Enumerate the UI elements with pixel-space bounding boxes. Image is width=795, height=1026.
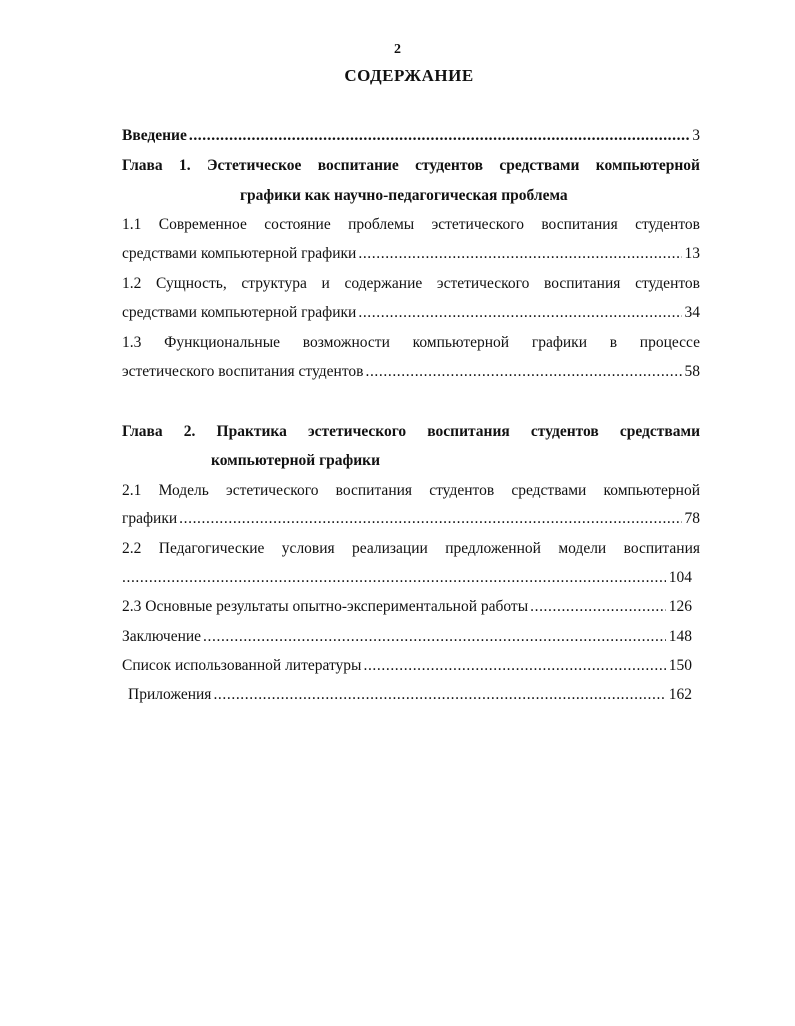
toc-entry-text: эстетического воспитания студентов <box>122 363 364 380</box>
toc-entry-page: 78 <box>684 510 700 527</box>
dot-leader <box>213 683 665 707</box>
toc-entry-page: 34 <box>684 304 700 321</box>
toc-conclusion <box>122 625 692 649</box>
toc-section-2-3 <box>122 595 692 619</box>
toc-section-2-1-line-1: 2.1 Модель эстетического воспитания студентов средствами компьютерной <box>122 482 700 499</box>
toc-section-2-1-line-2 <box>122 507 700 531</box>
toc-entry-page: 162 <box>668 686 692 703</box>
dot-leader <box>358 301 681 325</box>
dot-leader <box>179 507 681 531</box>
toc-chapter-2-line-2: компьютерной графики <box>211 452 381 469</box>
toc-entry-intro <box>122 124 700 148</box>
toc-chapter-1-line-2: графики как научно-педагогическая проблема <box>240 187 568 204</box>
toc-section-1-3-line-2 <box>122 360 700 384</box>
toc-section-1-2-line-1: 1.2 Сущность, структура и содержание эстетического воспитания студентов <box>122 275 700 292</box>
toc-entry-text: Заключение <box>122 628 202 645</box>
toc-entry-text: Приложения <box>128 686 212 703</box>
toc-section-1-2-line-2 <box>122 301 700 325</box>
toc-section-1-1-line-2 <box>122 242 700 266</box>
toc-entry-page: 58 <box>684 363 700 380</box>
toc-entry-page: 148 <box>668 628 692 645</box>
toc-entry-page: 3 <box>692 127 700 144</box>
toc-references <box>122 654 692 678</box>
toc-chapter-1-line-1: Глава 1. Эстетическое воспитание студентов средствами компьютерной <box>122 157 700 174</box>
toc-title: СОДЕРЖАНИЕ <box>344 66 474 85</box>
page-number: 2 <box>394 42 401 57</box>
toc-entry-text: 2.3 Основные результаты опытно-экспериментальной работы <box>122 598 529 615</box>
dot-leader <box>122 566 666 590</box>
toc-section-1-3-line-1: 1.3 Функциональные возможности компьютерной графики в процессе <box>122 334 700 351</box>
toc-entry-page: 13 <box>684 245 700 262</box>
dot-leader <box>365 360 681 384</box>
toc-section-1-1-line-1: 1.1 Современное состояние проблемы эстетического воспитания студентов <box>122 216 700 233</box>
dot-leader <box>189 124 689 148</box>
toc-entry-text: графики <box>122 510 178 527</box>
toc-chapter-2-line-1: Глава 2. Практика эстетического воспитания студентов средствами <box>122 423 700 440</box>
dot-leader <box>203 625 666 649</box>
toc-appendices <box>128 683 692 707</box>
dot-leader <box>358 242 681 266</box>
toc-entry-text: средствами компьютерной графики <box>122 304 357 321</box>
toc-entry-text: средствами компьютерной графики <box>122 245 357 262</box>
toc-section-2-2-line-1: 2.2 Педагогические условия реализации предложенной модели воспитания <box>122 540 700 557</box>
toc-entry-text: Введение <box>122 127 187 144</box>
toc-entry-text: Список использованной литературы <box>122 657 362 674</box>
dot-leader <box>530 595 666 619</box>
dot-leader <box>363 654 665 678</box>
toc-entry-page: 150 <box>668 657 692 674</box>
toc-section-2-2-line-2 <box>122 566 692 590</box>
toc-entry-page: 104 <box>668 569 692 586</box>
toc-entry-page: 126 <box>668 598 692 615</box>
